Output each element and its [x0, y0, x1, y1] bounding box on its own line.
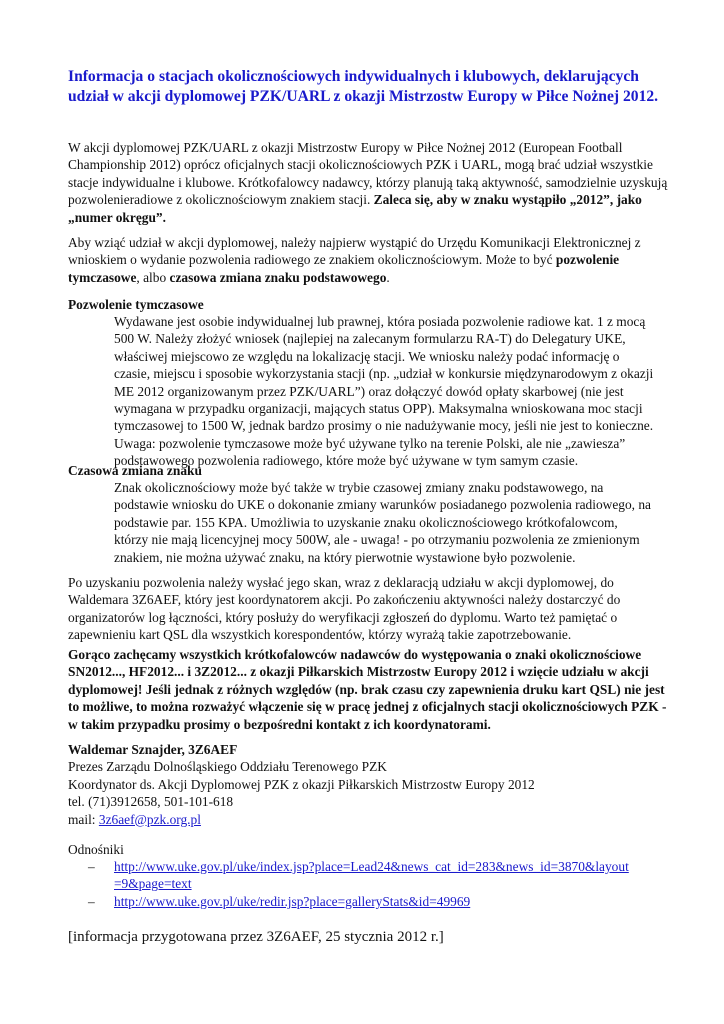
signature-role-president: Prezes Zarządu Dolnośląskiego Oddziału Terenowego PZK — [68, 759, 387, 775]
temporary-permit-body: Wydawane jest osobie indywidualnej lub prawnej, która posiada pozwolenie radiowe kat. 1 z mocą 500 W. Należy złożyć wniosek (najlepiej na zalecanym formularzu RA-T) do Delegatury UKE, właściwej miejscowo ze względu na lokalizację stacji. We wniosku należy podać informację o czasie, miejscu i sposobie wykorzystania stacji (np. „udział w konkursie międzynarodowym z okazji ME 2012 organizowanym przez PZK/UARL”) oraz dołączyć dowód opłaty skarbowej (nie jest wymagana w przypadku organizacji, mających status OPP). Maksymalna wnioskowana moc stacji tymczasowej to 1500 W, jednak bardzo prosimy o nie nadużywanie mocy, jeśli nie jest to konieczne. Uwaga: pozwolenie tymczasowe może być używane tylko na terenie Polski, ale nie „zawiesza” podstawowego pozwolenia radiowego, które może być używane w tym samym czasie. — [114, 314, 654, 469]
after-permit-paragraph: Po uzyskaniu pozwolenia należy wysłać jego skan, wraz z deklaracją udziału w akcji dyplomowej, do Waldemara 3Z6AEF, który jest koordynatorem akcji. Po zakończeniu aktywności należy dostarczyć do organizatorów log łączności, który posłuży do weryfikacji zgłoszeń do dyplomu. Warto też pamiętać o zapewnieniu kart QSL dla wszystkich korespondentów, którzy wyrażą takie zapotrzebowanie. — [68, 575, 621, 643]
how-to-paragraph — [68, 234, 668, 286]
signature-role-coordinator: Koordynator ds. Akcji Dyplomowej PZK z okazji Piłkarskich Mistrzostw Europy 2012 — [68, 776, 535, 792]
signature-mail-label: mail: — [68, 811, 99, 827]
intro-paragraph — [68, 139, 668, 226]
signature-name: Waldemar Sznajder, 3Z6AEF — [68, 742, 238, 757]
intro-text: W akcji dyplomowej PZK/UARL z okazji Mistrzostw Europy w Piłce Nożnej 2012 (European Football Championship 2012) oprócz oficjalnych stacji okolicznościowych PZK i UARL, mogą brać udział wszystkie stacje indywidualne i klubowe. Krótkofalowcy nadawcy, którzy planują taką aktywność, samodzielnie uzyskują pozwolenieradiowe z okolicznościowym znakiem stacji. — [68, 140, 668, 208]
signature-mail-link[interactable]: 3z6aef@pzk.org.pl — [98, 811, 201, 827]
footnote-dash: – — [88, 859, 95, 874]
signature-phone: tel. (71)3912658, 501-101-618 — [68, 794, 234, 810]
temporary-change-heading: Czasowa zmiana znaku — [68, 463, 202, 478]
footnote-link-uke-redir[interactable]: http://www.uke.gov.pl/uke/redir.jsp?place=galleryStats&id=49969 — [114, 894, 471, 909]
how-to-mid: , albo — [136, 269, 170, 285]
footnote-dash: – — [88, 894, 95, 909]
intro-bold-recommendation: Zaleca się, aby w znaku wystąpiło „2012”, jako „numer okręgu”. — [68, 192, 642, 225]
how-to-text: Aby wziąć udział w akcji dyplomowej, należy najpierw wystąpić do Urzędu Komunikacji Elektronicznej z wnioskiem o wydanie pozwolenia radiowego ze znakiem okolicznościowym. Może to być — [68, 235, 641, 268]
signature-block — [68, 741, 668, 828]
footnote-link-uke-index[interactable]: http://www.uke.gov.pl/uke/index.jsp?place=Lead24&news_cat_id=283&news_id=3870&layout=9&page=text — [114, 859, 629, 892]
encouragement-paragraph: Gorąco zachęcamy wszystkich krótkofalowców nadawców do występowania o znaki okolicznościowe SN2012..., HF2012... i 3Z2012... z okazji Piłkarskich Mistrzostw Europy 2012 i wzięcie udziału w akcji dyplomowej! Jeśli jednak z różnych względów (np. brak czasu czy zapewnienia druku kart QSL) nie jest to możliwe, to można rozważyć włączenie się w pracę jednej z oficjalnych stacji okolicznościowych PZK - w takim przypadku prosimy o bezpośredni kontakt z ich koordynatorami. — [68, 647, 667, 732]
footnotes-title: Odnośniki — [68, 842, 124, 857]
temporary-change-body: Znak okolicznościowy może być także w trybie czasowej zmiany znaku podstawowego, na podstawie wniosku do UKE o dokonanie zmiany warunków posiadanego pozwolenia radiowego, na podstawie par. 155 KPA. Umożliwia to uzyskanie znaku okolicznościowego krótkofalowcom, którzy nie mają licencyjnej mocy 500W, ale - uwaga! - po otrzymaniu pozwolenia ze zmienionym znakiem, nie można używać znaku, na który pierwotnie wystawione było pozwolenie. — [114, 480, 651, 565]
temporary-permit-heading: Pozwolenie tymczasowe — [68, 297, 204, 312]
prepared-by-footer: [informacja przygotowana przez 3Z6AEF, 25 stycznia 2012 r.] — [68, 929, 444, 945]
signature-mail-line — [68, 811, 668, 828]
document-title: Informacja o stacjach okolicznościowych indywidualnych i klubowych, deklarujących udział w akcji dyplomowej PZK/UARL z okazji Mistrzostw Europy w Piłce Nożnej 2012. — [68, 68, 659, 105]
how-to-bold-temporary-change: czasowa zmiana znaku podstawowego — [169, 269, 387, 285]
how-to-end: . — [386, 269, 390, 285]
how-to-bold-temporary-permit: pozwolenie tymczasowe — [68, 252, 620, 285]
